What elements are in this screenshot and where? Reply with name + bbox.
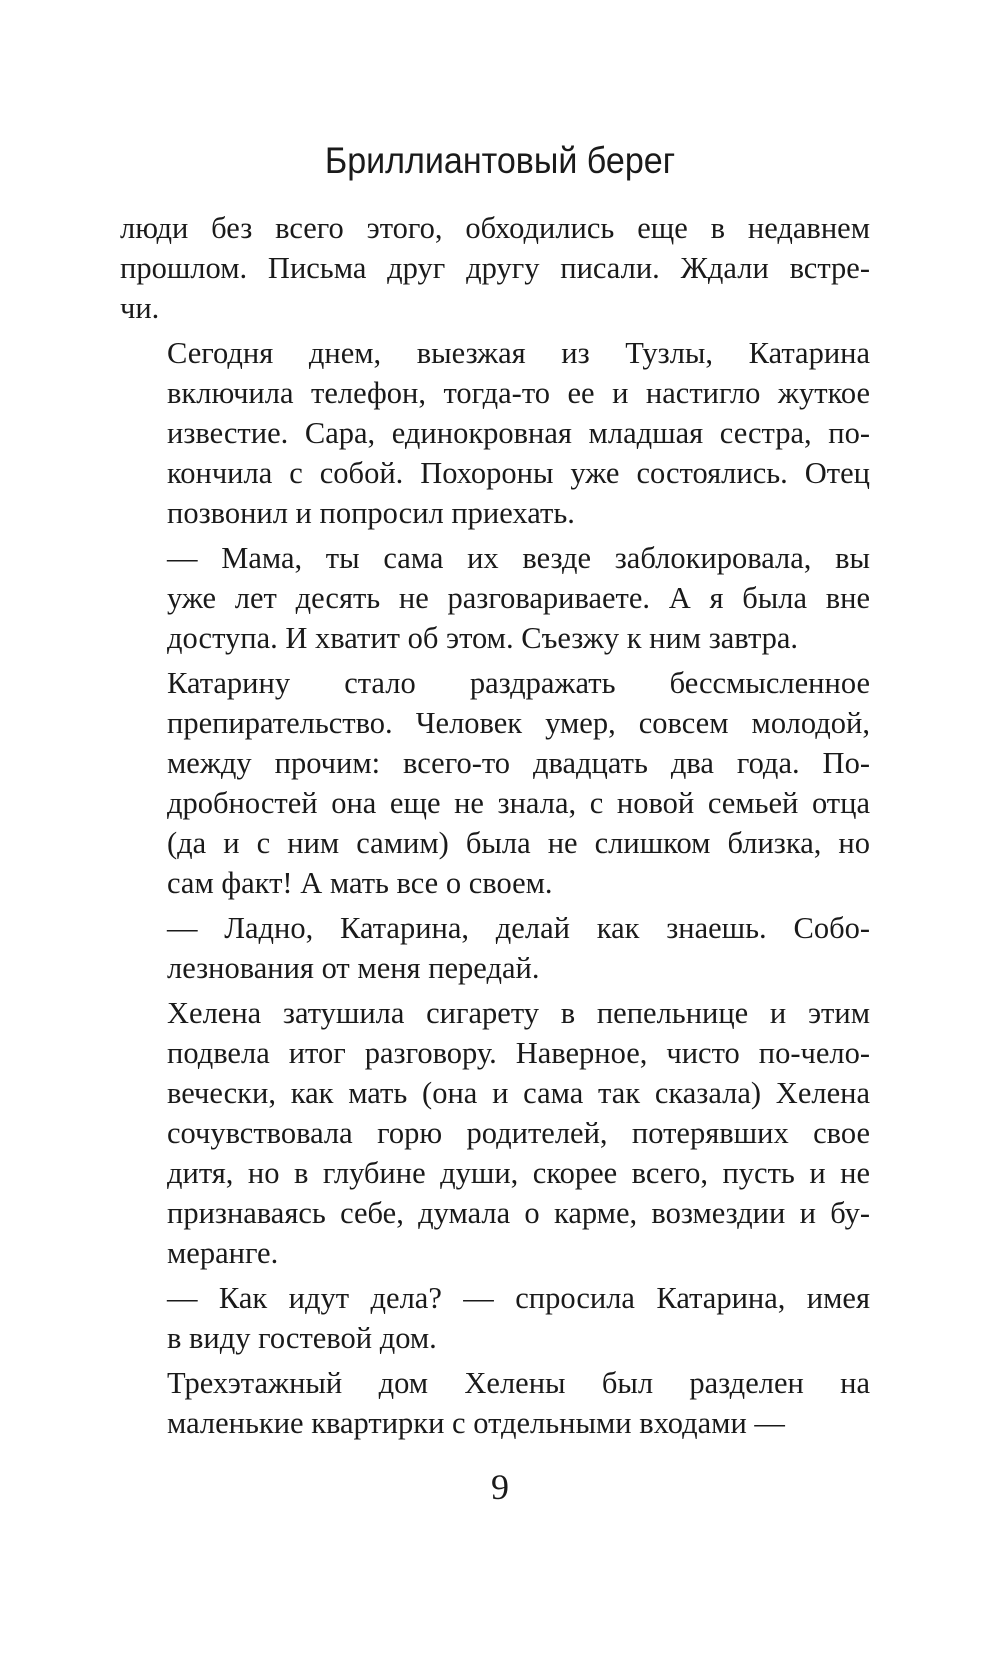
text-line: лезнования от меня передай.: [167, 951, 540, 985]
text-line: Катарину стало раздражать бессмысленное: [167, 666, 870, 700]
text-line: дробностей она еще не знала, с новой семьей отца: [167, 786, 870, 820]
paragraph: [120, 663, 870, 903]
text-line: — Мама, ты сама их везде заблокировала, вы: [167, 541, 870, 575]
text-line: включила телефон, тогда-то ее и настигло жуткое: [167, 376, 870, 410]
text-line: чи.: [120, 291, 160, 325]
text-line: люди без всего этого, обходились еще в недавнем: [120, 211, 870, 245]
text-line: дитя, но в глубине души, скорее всего, пусть и не: [167, 1156, 870, 1190]
text-line: прошлом. Письма друг другу писали. Ждали встре-: [120, 251, 870, 285]
text-line: (да и с ним самим) была не слишком близка, но: [167, 826, 870, 860]
text-line: маленькие квартирки с отдельными входами —: [167, 1406, 785, 1440]
body-text: [120, 208, 870, 1448]
text-line: — Как идут дела? — спросила Катарина, имея: [167, 1281, 870, 1315]
text-line: препирательство. Человек умер, совсем молодой,: [167, 706, 870, 740]
paragraph: [120, 538, 870, 658]
text-line: доступа. И хватит об этом. Съезжу к ним завтра.: [167, 621, 799, 655]
text-line: признаваясь себе, думала о карме, возмездии и бу-: [167, 1196, 870, 1230]
text-line: сам факт! А мать все о своем.: [167, 866, 553, 900]
text-line: позвонил и попросил приехать.: [167, 496, 575, 530]
text-line: в виду гостевой дом.: [167, 1321, 437, 1355]
paragraph: [120, 333, 870, 533]
paragraph: [120, 993, 870, 1273]
text-line: меранге.: [167, 1236, 279, 1270]
paragraph: [120, 908, 870, 988]
text-line: уже лет десять не разговариваете. А я была вне: [167, 581, 870, 615]
text-line: Сегодня днем, выезжая из Тузлы, Катарина: [167, 336, 870, 370]
text-line: Трехэтажный дом Хелены был разделен на: [167, 1366, 870, 1400]
paragraph: [120, 1363, 870, 1443]
page-number: 9: [491, 1467, 509, 1507]
text-line: кончила с собой. Похороны уже состоялись. Отец: [167, 456, 870, 490]
text-line: подвела итог разговору. Наверное, чисто по-чело-: [167, 1036, 870, 1070]
text-line: сочувствовала горю родителей, потерявших свое: [167, 1116, 870, 1150]
running-head: Бриллиантовый берег: [324, 140, 676, 181]
text-line: между прочим: всего-то двадцать два года. По-: [167, 746, 870, 780]
text-line: — Ладно, Катарина, делай как знаешь. Собо-: [167, 911, 870, 945]
text-line: Хелена затушила сигарету в пепельнице и этим: [167, 996, 870, 1030]
text-line: вечески, как мать (она и сама так сказала) Хелена: [167, 1076, 870, 1110]
paragraph: [120, 208, 870, 328]
paragraph: [120, 1278, 870, 1358]
text-line: известие. Сара, единокровная младшая сестра, по-: [167, 416, 870, 450]
